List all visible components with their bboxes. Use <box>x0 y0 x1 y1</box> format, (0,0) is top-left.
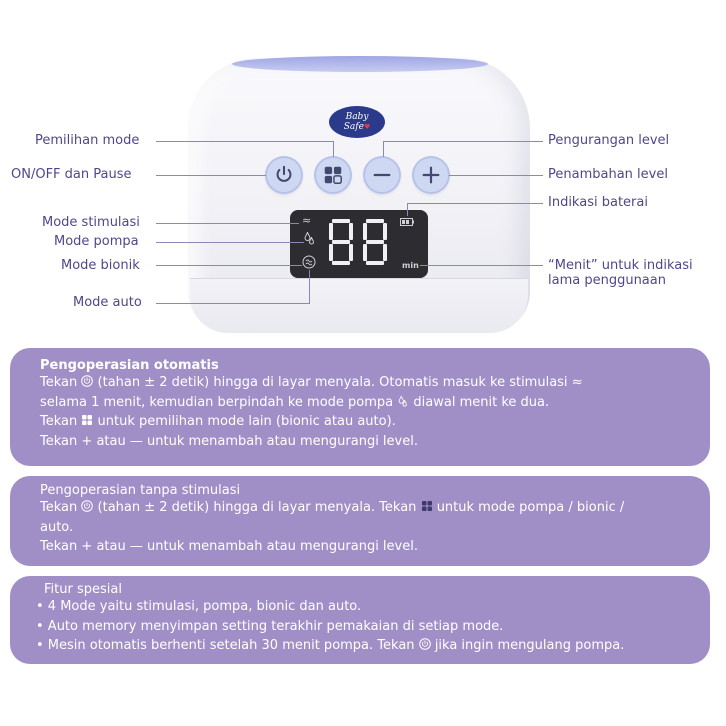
text: Tekan <box>40 539 78 554</box>
box-title: Pengoperasian tanpa stimulasi <box>40 483 241 498</box>
feature-item <box>36 636 684 656</box>
feature-item: • 4 Mode yaitu stimulasi, pompa, bionic dan auto. <box>36 599 362 614</box>
label-bionic-mode: Mode bionik <box>61 258 140 273</box>
plus-icon: + <box>81 539 93 554</box>
text: Tekan <box>40 414 78 429</box>
text: untuk pemilihan mode lain (bionic atau auto). <box>97 414 396 429</box>
callout-line <box>156 242 304 243</box>
mode-button[interactable] <box>316 158 350 192</box>
text: untuk menambah atau mengurangi level. <box>147 539 418 554</box>
feature-item: • Auto memory menyimpan setting terakhir pemakaian di setiap mode. <box>36 618 504 634</box>
callout-line <box>156 175 266 176</box>
heart-icon: ♥ <box>363 123 371 131</box>
power-icon <box>419 638 431 650</box>
device-top-ring <box>232 56 488 72</box>
text: diawal menit ke dua. <box>413 394 550 410</box>
minus-icon: — <box>129 433 143 449</box>
callout-line <box>383 141 384 157</box>
text: untuk mode pompa / bionic / <box>436 500 625 515</box>
manual-operation-box <box>10 476 710 566</box>
power-icon <box>81 375 93 387</box>
bionic-mode-icon <box>302 255 316 269</box>
label-increase-level: Penambahan level <box>548 167 668 182</box>
callout-line <box>333 141 334 157</box>
power-button[interactable] <box>267 158 301 192</box>
plus-icon: + <box>81 433 93 449</box>
instruction-line <box>40 373 680 393</box>
text: Tekan <box>40 375 78 390</box>
label-pump-mode: Mode pompa <box>54 234 139 249</box>
auto-operation-box <box>10 348 710 466</box>
label-decrease-level: Pengurangan level <box>548 133 670 148</box>
instruction-line: auto. <box>40 519 74 535</box>
device-base <box>190 278 528 333</box>
text: atau <box>96 539 126 554</box>
label-minutes-2: lama penggunaan <box>548 273 666 288</box>
plus-icon <box>420 164 442 186</box>
pump-mode-icon <box>304 231 315 245</box>
logo-text-safe: Safe <box>343 122 364 132</box>
text: • Mesin otomatis berhenti setelah 30 menit pompa. Tekan <box>36 638 415 653</box>
callout-line <box>156 303 310 304</box>
increase-button[interactable] <box>414 158 448 192</box>
text: jika ingin mengulang pompa. <box>434 638 625 653</box>
label-battery: Indikasi baterai <box>548 195 648 210</box>
text: atau <box>96 433 126 449</box>
callout-line <box>407 203 543 204</box>
label-mode-select: Pemilihan mode <box>35 133 140 148</box>
text: Tekan <box>40 500 78 515</box>
minus-icon <box>371 164 393 186</box>
battery-icon <box>400 218 414 226</box>
text: untuk menambah atau mengurangi level. <box>147 433 418 449</box>
callout-line <box>309 270 310 304</box>
brand-logo <box>329 106 385 138</box>
digits-display <box>328 218 390 266</box>
instruction-line <box>40 498 680 518</box>
label-stimulation-mode: Mode stimulasi <box>42 215 140 230</box>
box-title: Fitur spesial <box>44 582 122 597</box>
callout-line <box>420 265 543 266</box>
power-icon <box>273 164 295 186</box>
minus-icon: — <box>129 539 143 554</box>
mode-grid-icon <box>421 500 433 512</box>
instruction-line <box>40 537 680 557</box>
label-onoff: ON/OFF dan Pause <box>11 167 132 182</box>
minutes-unit: min <box>402 261 419 270</box>
callout-line <box>156 223 299 224</box>
callout-line <box>156 265 302 266</box>
box-title: Pengoperasian otomatis <box>40 358 219 373</box>
stimulation-mode-icon: ≈ <box>302 214 312 227</box>
mode-grid-icon <box>322 164 344 186</box>
stimulation-icon: ≈ <box>571 375 583 390</box>
label-auto-mode: Mode auto <box>73 295 142 310</box>
text: selama 1 menit, kemudian berpindah ke mode pompa <box>40 394 394 410</box>
power-icon <box>81 500 93 512</box>
logo-text-baby: Baby <box>345 112 369 122</box>
instruction-line <box>40 432 680 452</box>
callout-line <box>156 141 334 142</box>
instruction-line <box>40 393 680 413</box>
decrease-button[interactable] <box>365 158 399 192</box>
pump-mode-icon <box>397 395 409 407</box>
mode-grid-icon <box>81 414 93 426</box>
text: (tahan ± 2 detik) hingga di layar menyala. Tekan <box>97 500 417 515</box>
label-minutes-1: “Menit” untuk indikasi <box>548 258 693 273</box>
text: (tahan ± 2 detik) hingga di layar menyala. Otomatis masuk ke stimulasi <box>97 375 568 390</box>
callout-line <box>449 175 543 176</box>
callout-line <box>407 203 408 216</box>
special-features-box <box>10 576 710 664</box>
text: Tekan <box>40 433 78 449</box>
instruction-line <box>40 412 680 432</box>
callout-line <box>383 141 543 142</box>
